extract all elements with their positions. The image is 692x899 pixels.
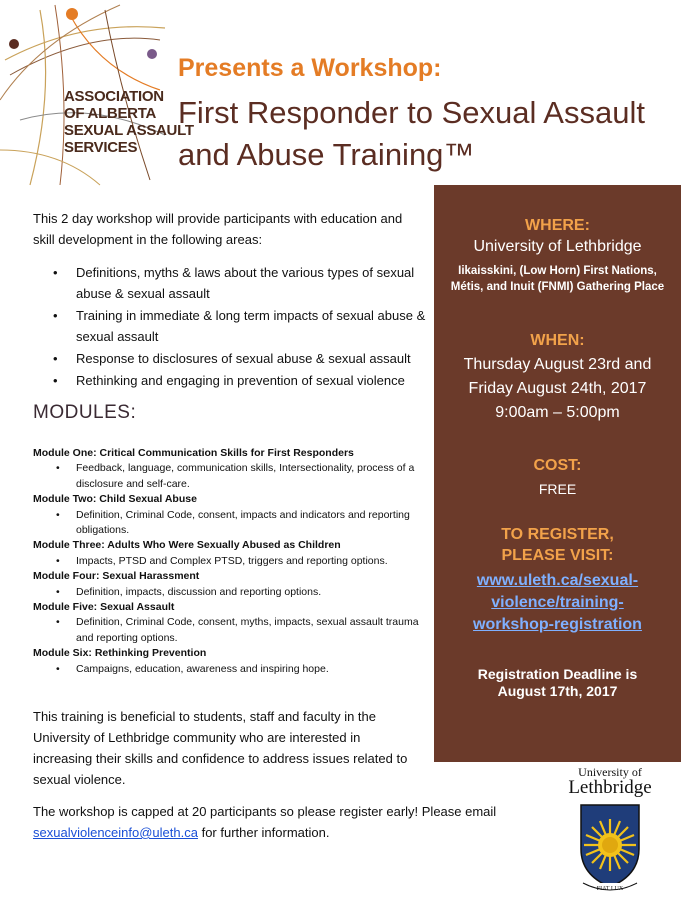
register-line: PLEASE VISIT: bbox=[501, 547, 614, 564]
list-item-text: Rethinking and engaging in prevention of sexual violence bbox=[76, 373, 405, 388]
bullet-icon: • bbox=[56, 554, 60, 567]
module-item bbox=[33, 615, 433, 646]
modules-list bbox=[33, 446, 433, 677]
module-title: Module Four: Sexual Harassment bbox=[33, 570, 200, 583]
bullet-icon: • bbox=[53, 308, 58, 323]
module-title: Module Two: Child Sexual Abuse bbox=[33, 493, 197, 506]
module-item-text: Definition, impacts, discussion and reporting options. bbox=[76, 585, 322, 598]
intro-paragraph: This 2 day workshop will provide participants with education and skill development in the following areas: bbox=[33, 211, 403, 247]
bullet-icon: • bbox=[56, 616, 60, 629]
when-line: Friday August 24th, 2017 bbox=[468, 380, 647, 397]
module-item-text: Impacts, PTSD and Complex PTSD, triggers and reporting options. bbox=[76, 554, 388, 567]
register-link[interactable]: www.uleth.ca/sexual-violence/training-workshop-registration bbox=[473, 572, 642, 633]
module-item-text: Definition, Criminal Code, consent, myths, impacts, sexual assault trauma and reporting options. bbox=[76, 616, 419, 644]
workshop-title bbox=[178, 92, 658, 176]
deadline-line: August 17th, 2017 bbox=[497, 683, 618, 699]
when-line: 9:00am – 5:00pm bbox=[495, 404, 620, 421]
info-sidebar bbox=[434, 185, 681, 762]
bullet-icon: • bbox=[56, 462, 60, 475]
presents-heading: Presents a Workshop: bbox=[178, 54, 442, 82]
module-title: Module One: Critical Communication Skills for First Responders bbox=[33, 447, 354, 459]
capacity-suffix: for further information. bbox=[197, 825, 330, 840]
uleth-logo bbox=[560, 765, 660, 898]
title-line: First Responder to Sexual Assault bbox=[178, 95, 645, 130]
module-title: Module Six: Rethinking Prevention bbox=[33, 647, 207, 660]
logo-line: OF ALBERTA bbox=[64, 105, 156, 122]
association-logo-text bbox=[64, 88, 194, 156]
uleth-crest-icon bbox=[575, 801, 645, 893]
capacity-text: The workshop is capped at 20 participants so please register early! Please email bbox=[33, 804, 497, 819]
title-line: and Abuse Training™ bbox=[178, 137, 475, 172]
list-item bbox=[33, 305, 433, 347]
module-item bbox=[33, 461, 433, 492]
uleth-name: Lethbridge bbox=[568, 777, 652, 798]
list-item bbox=[33, 262, 433, 304]
cost-value: FREE bbox=[538, 481, 577, 497]
list-item-text: Training in immediate & long term impacts of sexual abuse & sexual assault bbox=[76, 308, 426, 344]
when-label: WHEN: bbox=[530, 332, 585, 349]
module-item-text: Campaigns, education, awareness and inspiring hope. bbox=[76, 662, 329, 675]
logo-line: SERVICES bbox=[64, 139, 138, 156]
capacity-paragraph bbox=[33, 801, 533, 843]
logo-line: SEXUAL ASSAULT bbox=[64, 122, 194, 139]
register-line: TO REGISTER, bbox=[501, 526, 614, 543]
module-title: Module Five: Sexual Assault bbox=[33, 601, 175, 614]
module-item bbox=[33, 662, 433, 677]
bullet-icon: • bbox=[53, 265, 58, 280]
bullet-icon: • bbox=[53, 351, 58, 366]
contact-email-link[interactable]: sexualviolenceinfo@uleth.ca bbox=[33, 825, 198, 840]
module-title: Module Three: Adults Who Were Sexually Abused as Children bbox=[33, 539, 341, 552]
where-place: University of Lethbridge bbox=[473, 238, 642, 255]
when-details bbox=[434, 353, 681, 425]
list-item-text: Definitions, myths & laws about the various types of sexual abuse & sexual assault bbox=[76, 265, 415, 301]
module-item bbox=[33, 554, 433, 569]
bullet-icon: • bbox=[56, 508, 60, 521]
audience-paragraph: This training is beneficial to students, staff and faculty in the University of Lethbridge community who are interested in increasing their skills and confidence to address issues related to sexual violence. bbox=[33, 709, 408, 787]
registration-deadline bbox=[444, 666, 671, 700]
when-line: Thursday August 23rd and bbox=[463, 356, 652, 373]
skill-areas-list bbox=[33, 262, 433, 392]
logo-line: ASSOCIATION bbox=[64, 88, 164, 105]
module-item bbox=[33, 585, 433, 600]
list-item bbox=[33, 348, 433, 369]
module-item bbox=[33, 508, 433, 539]
where-detail: Iikaisskini, (Low Horn) First Nations, Métis, and Inuit (FNMI) Gathering Place bbox=[450, 265, 665, 293]
list-item bbox=[33, 370, 433, 391]
module-item-text: Feedback, language, communication skills, Intersectionality, process of a disclosure and self-care. bbox=[76, 462, 415, 490]
bullet-icon: • bbox=[53, 373, 58, 388]
register-heading bbox=[434, 524, 681, 566]
uleth-motto: FIAT LUX bbox=[596, 886, 624, 892]
modules-heading: MODULES: bbox=[33, 402, 137, 423]
where-label: WHERE: bbox=[525, 217, 590, 234]
bullet-icon: • bbox=[56, 585, 60, 598]
cost-label: COST: bbox=[533, 457, 582, 474]
bullet-icon: • bbox=[56, 662, 60, 675]
deadline-line: Registration Deadline is bbox=[477, 666, 638, 682]
list-item-text: Response to disclosures of sexual abuse & sexual assault bbox=[76, 351, 411, 366]
uleth-university-of: University of bbox=[578, 765, 642, 779]
module-item-text: Definition, Criminal Code, consent, impacts and indicators and reporting obligations. bbox=[76, 508, 410, 537]
